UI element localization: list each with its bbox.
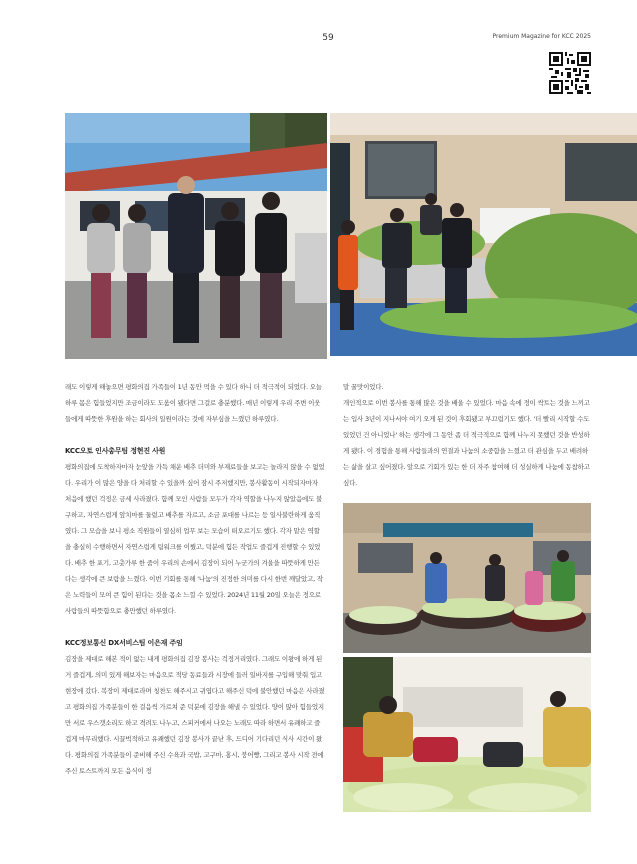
photo-kimchi-seasoning [343, 657, 591, 812]
left-column [65, 379, 325, 779]
right-column [343, 379, 591, 491]
section2-body: 김장을 제대로 해본 적이 없는 내게 평화의집 김장 봉사는 걱정거리였다. 그래도 이왕에 하게 된 거 즐겁게, 의미 있게 해보자는 마음으로 적당 동료들과 시장에 들러 일바지를 구입해 맞춰 입고 현장에 갔다. 복장이 제대로라며 칭찬도 해주시고 귀엽다고 해주신 덕에 불안했던 마음은 사라졌고 평화의집 가족분들이 한 걸음씩 가르쳐 준 덕분에 김장을 해낼 수 있었다. 양이 많아 힘들었지만 서로 우스갯소리도 하고 격려도 나누고, 스피커에서 나오는 노래도 따라 하면서 유쾌하고 즐겁게 마무리했다. 시끌벅적하고 유쾌했던 김장 봉사가 끝난 후, 드디어 기다리던 식사 시간이 왔다. 평화의집 가족분들이 준비해 주신 수육과 국밥, 고구마, 홍시, 붕어빵, 그리고 봉사 시작 전에 주신 토스트까지 모든 음식이 정 [65, 655, 325, 775]
section1-body: 평화의집에 도착하자마자 눈앞을 가득 채운 배추 더미와 부재료들을 보고는 놀라지 않을 수 없었다. 우리가 이 많은 양을 다 처리할 수 있을까 싶어 잠시 주저했지만, 봉사활동이 시작되자마자 처음에 했던 걱정은 금세 사라졌다. 함께 모인 사람들 모두가 각자 역할을 나누지 않았음에도 불구하고, 자연스럽게 앞치마를 둘렀고 배추를 자르고, 소금 포대를 나르는 등 일사불란하게 움직였다. 그 모습을 보니 평소 직원들이 열심히 업무 보는 모습이 떠오르기도 했다. 각자 맡은 역할을 충실히 수행하면서 자연스럽게 팀워크를 이뤘고, 덕분에 힘든 작업도 즐겁게 진행할 수 있었다. 배추 한 포기, 고춧가루 한 줌이 우리의 손에서 김장이 되어 누군가의 겨울을 따뜻하게 만든다는 생각에 큰 보람을 느꼈다. 이번 기회를 통해 '나눔'의 진정한 의미를 다시 한번 깨달았고, 작은 노력들이 모여 큰 힘이 된다는 것을 몸소 느낄 수 있었다. 2024년 11월 20일 오늘은 정으로 사람들의 따뜻함으로 충만했던 하루였다. [65, 463, 325, 615]
qr-code[interactable] [549, 52, 591, 94]
right-paragraph-2: 개인적으로 이번 봉사를 통해 많은 것을 배울 수 있었다. 마음 속에 정이 싹트는 것을 느끼고는 입사 3년이 지나서야 여기 오게 된 것이 후회됐고 부끄럽기도 했다. '더 빨리 시작할 수도 있었던 건 아니었나' 하는 생각에 그 동안 좀 더 적극적으로 함께 나누지 못했던 것을 반성하게 됐다. 이 경험을 통해 사람들과의 연결과 나눔의 소중함을 느꼈고 더 관심을 두고 배려하는 삶을 살고 싶어졌다. 앞으로 기회가 있는 한 더 자주 참여해 더 성실하게 나눔에 동참하고 싶다. [343, 399, 590, 487]
section2-heading: KCC정보통신 DX서비스팀 이은재 주임 [65, 639, 183, 647]
magazine-title: Premium Magazine for KCC 2025 [492, 33, 591, 40]
page-number: 59 [322, 33, 334, 43]
right-paragraph-1: 말 꿀맛이었다. [343, 383, 384, 391]
photo-group-volunteers [65, 113, 327, 359]
photo-salting-cabbage [343, 503, 591, 653]
section1-heading: KCC오토 인사총무팀 정현진 사원 [65, 447, 166, 455]
intro-paragraph: 래도 이렇게 해놓으면 평화의집 가족들이 1년 동안 먹을 수 있다 하니 더 적극적이 되었다. 오늘 하루 몸은 힘들었지만 조금이라도 도움이 됐다면 그걸로 충분했다. 매년 이렇게 우리 주변 이웃들에게 따뜻한 후원을 하는 회사의 일원이라는 것에 자부심을 느꼈던 하루였다. [65, 383, 322, 423]
photo-cabbage-truck [330, 113, 637, 356]
